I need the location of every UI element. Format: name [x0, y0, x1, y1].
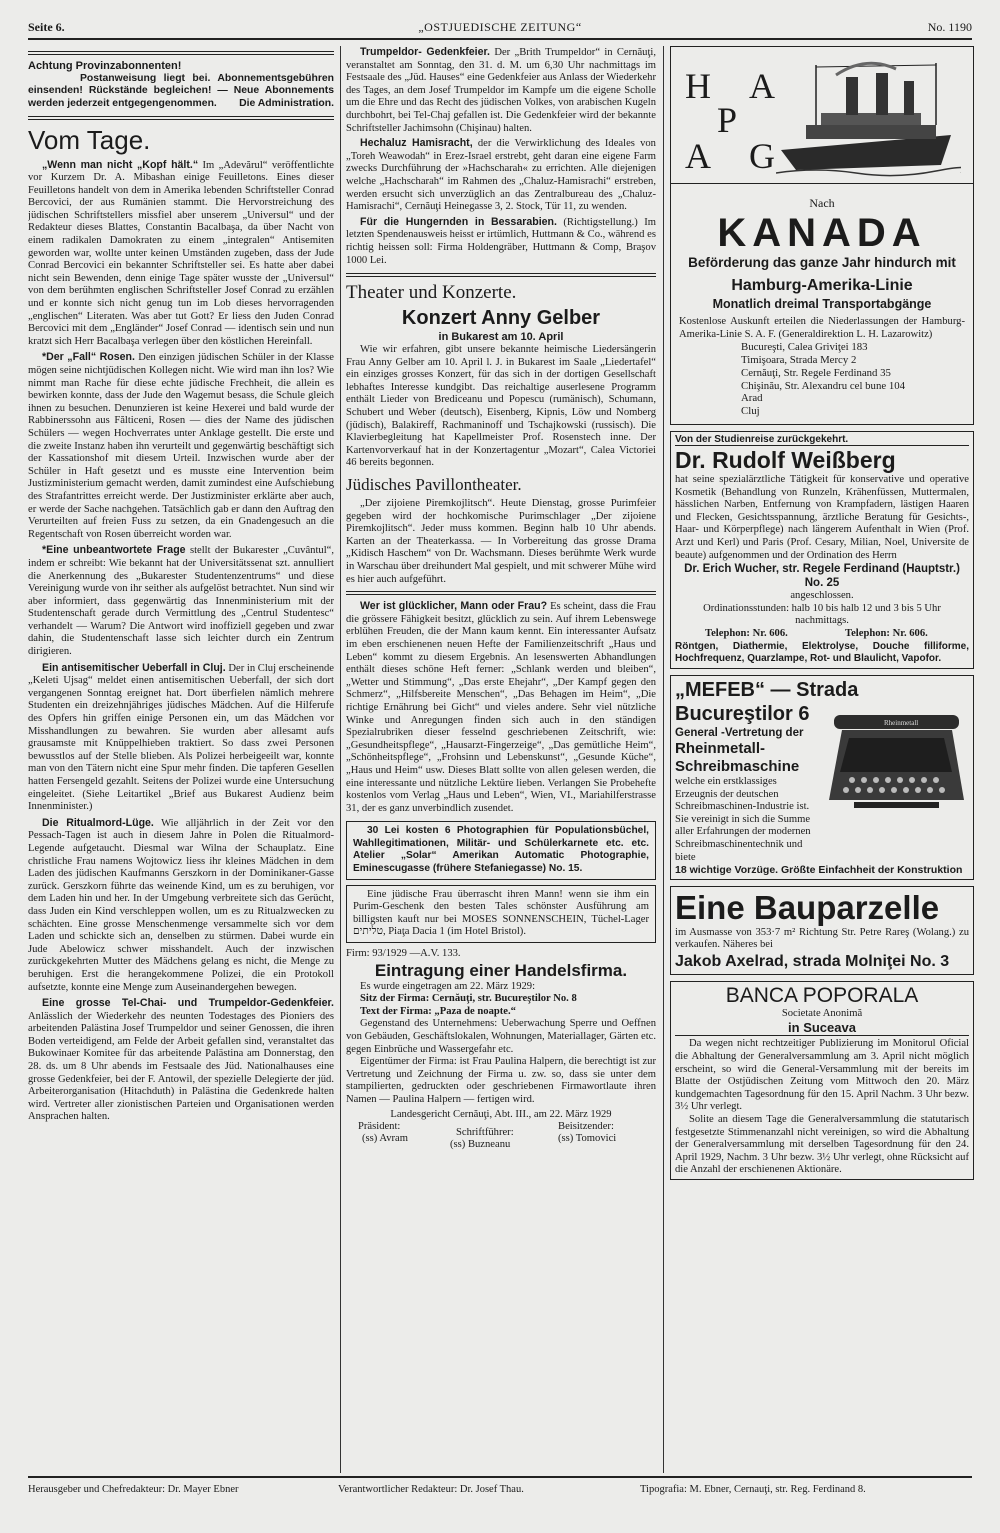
notice-title: Achtung Provinzabonnenten!	[28, 60, 182, 72]
photo-ad: 30 Lei kosten 6 Photographien für Populationsbüchel, Wahllegitimationen, Militär- und Schülerkarnete etc. etc. Atelier „Solar“ Amerikan Automatic Photographie, Eminescugasse (frühere Stefaniegasse) No. 15.	[346, 821, 656, 879]
signatures: Präsident: (ss) Avram Schriftführer: (ss) Buzneanu Beisitzender: (ss) Tomovici	[358, 1121, 617, 1151]
article: Wie wir erfahren, gibt unsere bekannte heimische Liedersängerin Frau Anny Gelber am 10. April l. J. in Bukarest im Saale „Liedertafel“ ein einziges grosses Konzert, für das sich in der dortigen Gesellschaft lebhaftes Interesse kundgibt. Das reichaltige auserlesene Programm enthält Lieder von Brediceanu und Popescu (rumänisch), Schumann, Schubert und Weber (deutsch), Eisenberg, Kipnis, Löw und Nomberg (jüdisch), Balakireff, Rachmaninoff und Tschajkowski (russisch). Die Klavierbegleitung hat Kapellmeister Prof. Rosenstech inne. Der Kartenvorverkauf hat in der Konzertagentur „Mozart“, Calea Victoriei 46 bereits begonnen.	[346, 344, 656, 469]
section-title: Theater und Konzerte.	[346, 282, 517, 304]
typewriter-ad: „MEFEB“ — Strada Bucureştilor 6 General -Vertretung der Rheinmetall-Schreibmaschine welche ein erstklassiges Erzeugnis der deutschen Schreibmaschinen-Industrie ist. Sie vereinigt in sich die Summe aller Erfahrungen der modernen Schreibmaschinentechnik und biete 18 wichtige Vorzüge. Größte Einfachheit der Konstruktion Rheinmetall	[670, 675, 974, 880]
ad-headline: Eine Bauparzelle	[675, 888, 940, 926]
page-footer	[28, 1476, 972, 1495]
column-1	[28, 46, 334, 1473]
concert-subtitle: in Bukarest am 10. April	[438, 331, 564, 344]
bank-notice: BANCA POPORALA Societate Anonimă in Suceava Da wegen nicht rechtzeitiger Publizierung im Monitorul Oficial die Abhaltung der Generalversammlung am 3. April nicht möglich erscheint, so wird die General-Versammlung mit der bereits im Blatte der Ostjüdischen Zeitung vom Mittwoch den 20. März kundgemachten Tagesordnung für den 15. April Nachm. 3 Uhr bezw. 3½ Uhr verlegt. Solite an diesem Tage die Generalversammlung die statutarisch festgesetzte Stimmenanzahl nicht vereinigen, so wird die Abhaltung der Generalversammlung mit derselben Tagesordnung für den 24. April 1929, Nachm. 3 Uhr bezw. 3½ Uhr verlegt, ohne Rücksicht auf die Anzahl der erschienenen Aktionäre.	[670, 981, 974, 1180]
ad-text: Beförderung das ganze Jahr hindurch mit	[688, 255, 956, 270]
article: Wer ist glücklicher, Mann oder Frau? Es scheint, dass die Frau die grössere Fähigkeit besitzt, glücklich zu sein. Auf ihrem Lebenswege erblühen Freuden, die der Mann kaum kennt. Ein interessanter Aufsatz im eben erschienenen neuen Hefte der Familienzeitschrift „Haus und Leben“ kommt zu diesem Ergebnis. An lesenswerten Abhandlungen enthält dieses schöne Heft ferner: „Schlank werden und bleiben“, „Wetter und Stimmung“, „Das erste Ehejahr“, „Der Kampf gegen den Schmerz“, „Hilfsbereite Menschen“, „Das Behagen im Heim“, „Die richtige Ernährung bei Gicht“ und vieles andere. Sehr viel nützliche Winke und Anregungen finden sich auch in den ständigen Spezialrubriken dieser fesselnd geschriebenen Zeitschrift, wie: „Gesundheitspflege“, „Hausarzt-Fingerzeige“, „Das gemütliche Heim“, „Schönheitspflege“, „Frohsinn und Lebenskunst“, „Gesunde Küche“, „Haus und Heim“ usw. Dieses Blatt sollte von allen gelesen werden, die eine interessante und nützliche Lektüre lieben. Verlangen Sie Probehefte kostenlos vom Verlag „Haus und Leben“, Wien, VI., Mariahilferstrasse 31, der es ganz unverbindlich zusendet.	[346, 600, 656, 814]
ad-headline: „MEFEB“ — Strada Bucureştilor 6	[675, 679, 859, 725]
typewriter-icon	[824, 710, 969, 820]
newspaper-title: „OSTJUEDISCHE ZEITUNG“	[418, 20, 582, 34]
article: *Eine unbeantwortete Frage stellt der Bukarester „Cuvântul“, indem er schreibt: Wie bekannt hat der Universitätssenat szt. annulliert die Anerkennung des „Bukarester Studentenzentrums“ und diese Vereinigung wurde von ihr seither als aufgelöst betrachtet. Nun sind wir aber informiert, dass gegenwärtig das Innenministerium mit der Studentenschaft gerade durch Vermittlung des „Centrul Studentesc“ verhandelt — Warum? Die Antwort wird inoffiziell gegeben und zwar dahin, die Studentenschaft lasse sich leichter durch ein Zentrum dirigieren.	[28, 544, 334, 658]
divider	[28, 51, 334, 55]
ad-text: Hamburg-Amerika-Linie	[731, 277, 913, 294]
ad-text: Monatlich dreimal Transportabgänge	[712, 297, 932, 311]
publisher: Herausgeber und Chefredakteur: Dr. Mayer Ebner	[28, 1484, 239, 1495]
hapag-ad	[670, 46, 974, 425]
divider	[346, 591, 656, 595]
article: „Wenn man nicht „Kopf hält.“ Im „Adevărul“ veröffentlichte vor Kurzem Dr. A. Mibashan einige Feuilletons. Eines dieser Feuilletons handelt von dem in Amerika lebenden Schriftsteller Conrad Bercovici, der aus Rumänien stammt. Die Hervorstreichung des jüdischen Schriftstellers missfiel aber unserem „Universul“ und der Redakteur dieses Blattes, Constantin Bacalbaşa, da über Nacht von einem radikalen Damokraten zu einem „integralen“ Antisemiten geworden war, wollte unter keinen Umständen zugeben, dass der Jude Conrad Bercovici ein bekannter Schriftsteller sei. Es hatte aber dabei nicht sein Bewenden, denn einige Tage später wusste der „Universul“ von dem berühmten englischen Schriftsteller Josef Conrad zu erzählen und er konnte sich nicht genug tun im Lob dieses hervorragenden „englischen“ Literaten. Was aber tut Gott? Er liess den Juden Conrad Bercovici mit dem „Engländer“ Josef Conrad — identisch sein und nun kratzt sich Herr Bacalbaşa verlegen über den köstlichen Hereinfall.	[28, 158, 334, 347]
column-2	[346, 46, 656, 1473]
printer: Tipografia: M. Ebner, Cernauţi, str. Reg. Ferdinand 8.	[640, 1484, 866, 1495]
page-number: Seite 6.	[28, 20, 65, 34]
firm-reference: Firm: 93/1929 —A.V. 133.	[346, 948, 461, 960]
article: Trumpeldor- Gedenkfeier. Der „Brith Trumpeldor“ in Cernăuţi, veranstaltet am Sonntag, den 31. d. M. um 6,30 Uhr nachmittags im Festsaale des „Jüd. Hauses“ eine Gedenkfeier aus Anlass der Wiederkehr des Tages, an dem Josef Trumpeldor im Kampfe um die eigene Scholle um die Ehre und das Recht des jüdischen Volkes, von arabischen Kugeln durchbohrt, bei Tel-Chaj gefallen ist. Die Gedenkfeier wird der bekannte Schriftsteller Jachimsohn (Chişinau) halten.	[346, 46, 656, 134]
concert-title: Konzert Anny Gelber	[401, 307, 601, 330]
notice-signature: Die Administration.	[239, 98, 334, 109]
firm-text: Text der Firma: „Paza de noapte.“	[360, 1005, 516, 1017]
header-rule	[28, 38, 972, 40]
divider	[346, 273, 656, 277]
ad-headline: BANCA POPORALA	[725, 983, 919, 1007]
section-title: Vom Tage.	[28, 124, 151, 155]
divider	[28, 116, 334, 120]
firm-owner: Eigentümer der Firma: ist Frau Paulina Halpern, die berechtigt ist zur Vertretung und Zeichnung der Firma u. zw. so, dass sie unter dem stampilierten, gedruckten oder geschriebenen Firmawortlaute ihren Namen — Paulina Halpern — fertigen wird.	[346, 1056, 656, 1105]
article: Ein antisemitischer Ueberfall in Cluj. Der in Cluj erscheinende „Keleti Ujsag“ meldet einen antisemitischen Ueberfall, der sich dort vergangenen Sonntag ereignet hat. Dort überfielen nämlich mehrere Studenten ein dreizehnjähriges jüdisches Mädchen. Auf die Hilferufe des Opfers hin griffen einige Personen ein, um das Mädchen vor Misshandlungen zu bewahren. Sie wurden aber allesamt aufs grausamste mit Knüppelhieben traktiert. So dass zwei Personen bewusstlos auf der Stelle blieben. Als Polizei herbeigeeilt war, konnte man von den Tätern nicht eine Spur mehr finden. Die tapferen Gesellen hatten Fersengeld gezahlt. Seitens der Polizei wurde eine Untersuchung eingeleitet. (Siehe Leitartikel „Brief aus Bukarest Audienz beim Innenminister.)	[28, 661, 334, 813]
ad-text: Nach	[809, 196, 835, 210]
article: „Der zijoiene Piremkojlitsch“. Heute Dienstag, grosse Purimfeier gegeben wird der hochkomische Purimschlager „Der zijoiene Piremkojlitsch“. Jeder muss kommen. Beginn halb 10 Uhr abends. Karten an der Theaterkassa. — In Vorbereitung das grosse Drama „Kidisch Haschem“ von Dr. Wachsmann. Dieses berühmte Werk wurde in Warschau über dreihundert Mal gespielt, und mit schwerer Mühe wird es hier auch aufgeführt.	[346, 498, 656, 585]
firm-title: Eintragung einer Handelsfirma.	[374, 960, 628, 980]
tales-ad: Eine jüdische Frau überrascht ihren Mann! wenn sie ihm ein Purim-Geschenk den besten Tales schönster Ausführung am billigsten kauft nur bei MOSES SONNENSCHEIN, Tüchel-Lager טליתים, Piaţa Dacia 1 (im Hotel Bristol).	[346, 885, 656, 943]
ad-headline: Dr. Rudolf Weißberg	[675, 445, 969, 474]
column-divider	[663, 46, 664, 1473]
doctor-ad: Von der Studienreise zurückgekehrt. Dr. Rudolf Weißberg hat seine spezialärztliche Tätigkeit für konservative und operative Kosmetik (Behandlung von Runzeln, Krähenfüssen, Muttermalen, hässlichen Narben, Entfernung von Krampfadern, lästigen Haaren und Flecken, Gesichtsspannung, ärztliche Beratung für Gesichts-, Haar- und Körperpflege) nach längerem Aufenthalt in Wien (Prof. Arzt und Kerl) und Paris (Prof. Cesary, Milian, Noel, Universite de beaute) aufgenommen und der Ordination des Herrn Dr. Erich Wucher, str. Regele Ferdinand (Hauptstr.) No. 25 angeschlossen. Ordinationsstunden: halb 10 bis halb 12 und 3 bis 5 Uhr nachmittags. Telephon: Nr. 606. Telephon: Nr. 606. Röntgen, Diathermie, Elektrolyse, Douche filliforme, Hochfrequenz, Quarzlampe, Rot- und Blaulicht, Vapofor.	[670, 431, 974, 669]
firm-object: Gegenstand des Unternehmens: Ueberwachung Sperre und Oeffnen von Gebäuden, Geschäftslokalen, Wohnungen, Materiallager, Gärten etc. gegen Einbrüche und Wassergefahr etc.	[346, 1018, 656, 1055]
hapag-logo: H A P A G	[671, 47, 973, 184]
column-3	[670, 46, 974, 1473]
firm-seat: Sitz der Firma: Cernăuţi, str. Bucureştilor No. 8	[360, 993, 577, 1005]
ad-headline: KANADA	[717, 211, 927, 255]
section-title: Jüdisches Pavillontheater.	[346, 475, 522, 495]
ship-icon	[776, 55, 961, 180]
court: Landesgericht Cernăuţi, Abt. III., am 22. März 1929	[390, 1108, 612, 1120]
property-ad: Eine Bauparzelle im Ausmasse von 353·7 m² Richtung Str. Petre Rareş (Wolang.) zu verkaufen. Näheres bei Jakob Axelrad, strada Molniţei No. 3	[670, 886, 974, 975]
article: *Der „Fall“ Rosen. Den einzigen jüdischen Schüler in der Klasse mögen seine nichtjüdischen Kollegen nicht. Wie wird man ihn los? Wie nimmt man Rache für diese echte jüdische Frechheit, die allein es bewirken konnte, dass der Jude den Wagemut besass, die Schule gleich ihnen zu besuchen. Denunzieren ist keine Hexerei und bald wurde der Rabbinerssohn aus Fălticeni, Rosen — dies der Name des jüdischen Schülers — wegen Hochverrates unter Anklage gestellt. Die erste und die zweite Instanz haben ihn verurteilt und gegenwärtig beschäftigt sich der Kassationshof mit diesem Urteil. Inzwischen wurde aber der Schüler in Haft gesetzt und es musste eine Intervention beim Justizministerium gemacht werden, damit zumindest eine Aufschiebung des Strafantrittes erreicht werde. Der Justizminister erklärte aber auch, er werde der Sache nachgehen. Tatsächlich gab er dann den Auftrag den Verurteilten auf freien Fuss zu setzen, da ein Gnadengesuch an die Regentschaft von Rosen überreicht worden war.	[28, 351, 334, 540]
issue-number: No. 1190	[927, 20, 972, 34]
firm-date: Es wurde eingetragen am 22. März 1929:	[360, 980, 536, 992]
responsible-editor: Verantwortlicher Redakteur: Dr. Josef Thau.	[338, 1484, 524, 1495]
article: Eine grosse Tel-Chai- und Trumpeldor-Gedenkfeier. Anlässlich der Wiederkehr des neunten Todestages des Pioniers des arbeitenden Palästina Josef Trumpeldor und seiner Genossen, die ihren Boden verteidigend, am Felde der Arbeit gefallen sind, veranstaltet das Bukowinaer Komitee für das arbeitende Palästina am Donnerstag, den 28. ds. um 8 Uhr abends im Festsaale des Jüd. Nationalhauses eine grosse Gedenkfeier, bei der F. Antowil, der spezielle Delegierte der jüd. Arbeiterorganisation (Hitachduth) in Palästina die Gedenkrede halten wird. Vertreter aller zionistischen Parteien und Organisationen werden Ansprachen halten.	[28, 997, 334, 1123]
article: Die Ritualmord-Lüge. Wie alljährlich in der Zeit vor den Pessach-Tagen ist auch in diesem Jahre in Polen die Ritualmord-Legende aufgetaucht. Diesmal war Wilna der Schauplatz. Eine christliche Frau namens Wojtowicz liess ihr kleines Mädchen in dem Laden des jüdischen Kaufmanns Gerszkorn in der Dominikaner-Gasse zurück. Gerszkorn führte das weinende Kind, um es zu beruhigen, vor dem Laden hin und her. In der Umgebung verbreitete sich das Gerücht, dass Juden ein Kind verschleppen wollen, um es zu Ritualzwecken zu schächten. Eine grosse Menschenmenge versammelte sich vor dem Laden und schickte sich an, denselben zu stürmen. Dabei wurde ein Jude Abelowicz schwer misshandelt. Auch der inzwischen zurückgekehrten Mutter des Mädchens gelang es nicht, die Menge zu beruhigen. Erst die herangekommene Polizei, die ein Protokoll aufsetzte, konnte eine Menge zum Auseinandergehen bewegen.	[28, 816, 334, 993]
article: Für die Hungernden in Bessarabien. (Richtigstellung.) Im letzten Spendenausweis heisst er irtümlich, Huttmann & Co., während es richtig heissen soll: Firma Holdengräber, Huttmann & Comp, Braşov 1000 Lei.	[346, 215, 656, 266]
address-list: Bucureşti, Calea Griviţei 183 Timişoara, Strada Mercy 2 Cernăuţi, Str. Regele Ferdinand 35 Chişinău, Str. Alexandru cel bune 104 Arad Cluj	[741, 341, 906, 418]
ad-text: Kostenlose Auskunft erteilen die Niederlassungen der Hamburg-Amerika-Linie S. A. F. (Generaldirektion L. H. Lazarowitz)	[679, 316, 965, 340]
page-header	[28, 18, 972, 38]
column-divider	[340, 46, 341, 1473]
typewriter-brand: Rheinmetall	[884, 719, 919, 727]
subscriber-notice	[28, 60, 334, 111]
notice-text: Postanweisung liegt bei. Abonnementsgebühren einsenden! Rückstände begleichen! — Neue Abonnements werden jederzeit entgegengenommen.	[28, 72, 334, 109]
article: Hechaluz Hamisracht, der die Verwirklichung des Ideales von „Toreh Weawodah“ in Erez-Israel erstrebt, geht daran eine eigene Farm zwecks Durchführung der »Hachscharah« zu errichten. Alle diejenigen welche „Hachscharah“ im Rahmen des „Chaluz-Hamisrachi“ erstreben, werden ersucht sich unverzüglich an das Zentralbureau des „Chaluz-Hamisrachi“, Cernăuţi Heinegasse 3, 2. Stock, Tür 11, zu wenden.	[346, 137, 656, 213]
